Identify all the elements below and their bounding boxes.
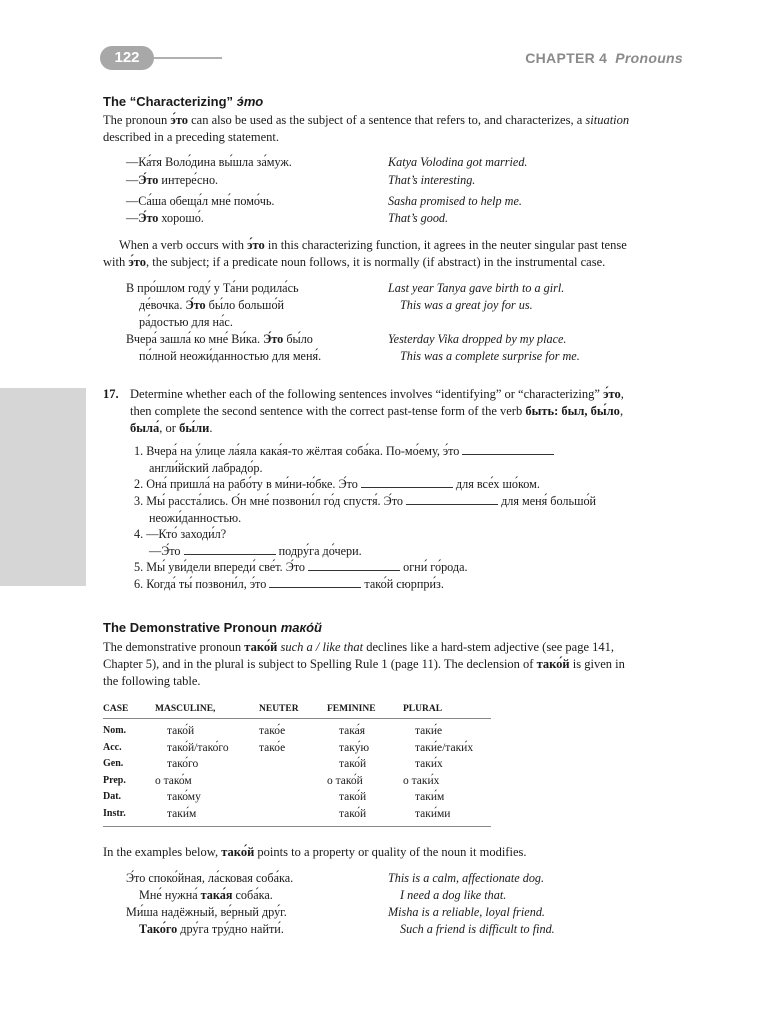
example3-ru-1: Э́то споко́йная, ла́сковая соба́ка. — [126, 871, 294, 885]
example-ru-4: —Э́то хорошо́. — [126, 211, 204, 225]
paragraph-agreement: When a verb occurs with э́то in this characterizing function, it agrees in the neuter singular past tense with э́то, the subject; if a predicate noun follows, it is normally (if abstract) in the instrumental case. — [103, 238, 627, 269]
section-heading-demonstrative: The Demonstrative Pronoun тако́й — [103, 620, 322, 635]
exercise-instructions: Determine whether each of the following sentences involves “identifying” or “characterizing” э́то, then complete the second sentence with the correct past-tense form of the verb быть: был, бы́ло, была́, or бы́ли. — [130, 387, 624, 435]
margin-tab — [0, 388, 86, 586]
example-ru-2: —Э́то интере́сно. — [126, 173, 219, 187]
example-ru-3: —Са́ша обеща́л мне́ помо́чь. — [126, 194, 275, 208]
page-number-badge: 122 — [100, 46, 154, 70]
exercise-item-3-cont: неожи́данностью. — [149, 511, 242, 525]
table-row: Nom. тако́й тако́е така́я таки́е — [103, 725, 443, 737]
example2-ru-line2: де́вочка. Э́то бы́ло большо́й — [139, 298, 285, 312]
example3-ru-2: Мне́ нужна́ така́я соба́ка. — [139, 888, 273, 902]
example-en-4: That’s good. — [388, 211, 449, 225]
example3-en-1: This is a calm, affectionate dog. — [388, 871, 545, 885]
example2-ru-line1: В про́шлом году́ у Та́ни родила́сь — [126, 281, 299, 295]
example3-ru-3: Ми́ша надёжный, ве́рный дру́г. — [126, 905, 287, 919]
example2-ru-line5: по́лной неожи́данностью для меня́. — [139, 349, 322, 363]
exercise-item-3: 3. Мы́ расста́лись. О́н мне́ позвони́л го́д спустя́. Э́то для меня́ большо́й — [134, 494, 597, 508]
example3-ru-4: Тако́го дру́га тру́дно найти́. — [139, 922, 284, 936]
chapter-label: CHAPTER 4 — [525, 50, 608, 66]
exercise-number: 17. — [103, 387, 119, 401]
chapter-header — [525, 50, 683, 66]
answer-blank-4[interactable] — [184, 544, 276, 555]
example-en-2: That’s interesting. — [388, 173, 476, 187]
table-row: Dat. тако́му тако́й таки́м — [103, 791, 445, 803]
table-row: Acc. тако́й/тако́го тако́е таку́ю таки́е/таки́х — [103, 741, 474, 754]
declension-table — [103, 704, 491, 822]
example2-ru-line4: Вчера́ зашла́ ко мне́ Ви́ка. Э́то бы́ло — [126, 332, 313, 346]
example2-ru-line3: ра́достью для на́с. — [139, 315, 233, 329]
table-row: Gen. тако́го тако́й таки́х — [103, 758, 443, 770]
answer-blank-6[interactable] — [269, 577, 361, 588]
paragraph-examples-intro: In the examples below, тако́й points to a property or quality of the noun it modifies. — [103, 845, 527, 859]
example2-en-line1: Last year Tanya gave birth to a girl. — [388, 281, 565, 295]
example2-en-line4: This was a complete surprise for me. — [400, 349, 580, 363]
exercise-item-2: 2. Она́ пришла́ на рабо́ту в ми́ни-ю́бке. Э́то для все́х шо́ком. — [134, 477, 540, 491]
answer-blank-3[interactable] — [406, 494, 498, 505]
exercise-item-1: 1. Вчера́ на у́лице ла́яла кака́я-то жёлтая соба́ка. По-мо́ему, э́то — [134, 443, 554, 461]
example2-en-line3: Yesterday Vika dropped by my place. — [388, 332, 567, 346]
exercise-item-1-cont: англи́йский лабрадо́р. — [149, 461, 263, 475]
exercise-item-5: 5. Мы́ уви́дели впереди́ све́т. Э́то огни́ го́рода. — [134, 560, 468, 574]
table-bottom-rule — [103, 826, 491, 827]
paragraph-demonstrative: The demonstrative pronoun тако́й such a / like that declines like a hard-stem adjective (see page 141, Chapter 5), and in the plural is subject to Spelling Rule 1 (page 11). The declension of тако́й is given in the following table. — [103, 640, 625, 688]
example3-en-4: Such a friend is difficult to find. — [400, 922, 555, 936]
answer-blank-1[interactable] — [462, 444, 554, 455]
exercise-item-6: 6. Когда́ ты́ позвони́л, э́то тако́й сюрпри́з. — [134, 577, 444, 591]
example3-en-2: I need a dog like that. — [400, 888, 507, 902]
section-heading-characterizing: The “Characterizing” э́то — [103, 94, 264, 109]
example2-en-line2: This was a great joy for us. — [400, 298, 533, 312]
example-en-3: Sasha promised to help me. — [388, 194, 522, 208]
table-row: Instr. таки́м тако́й таки́ми — [103, 807, 451, 820]
example3-en-3: Misha is a reliable, loyal friend. — [388, 905, 545, 919]
exercise-item-4: 4. —Кто́ заходи́л? — [134, 527, 227, 541]
example-en-1: Katya Volodina got married. — [388, 155, 528, 169]
answer-blank-2[interactable] — [361, 477, 453, 488]
chapter-title: Pronouns — [615, 50, 683, 66]
paragraph-characterizing-intro: The pronoun э́то can also be used as the subject of a sentence that refers to, and characterizes, a situation described in a preceding statement. — [103, 113, 630, 144]
header-rule — [154, 57, 222, 59]
answer-blank-5[interactable] — [308, 560, 400, 571]
example-ru-1: —Ка́тя Воло́дина вы́шла за́муж. — [126, 155, 292, 169]
exercise-item-4-cont: —Э́то подру́га до́чери. — [149, 544, 362, 558]
table-row: Prep. о тако́м о тако́й о таки́х — [103, 774, 440, 787]
table-header-row: CASE MASCULINE, NEUTER FEMININE PLURAL — [103, 704, 491, 719]
